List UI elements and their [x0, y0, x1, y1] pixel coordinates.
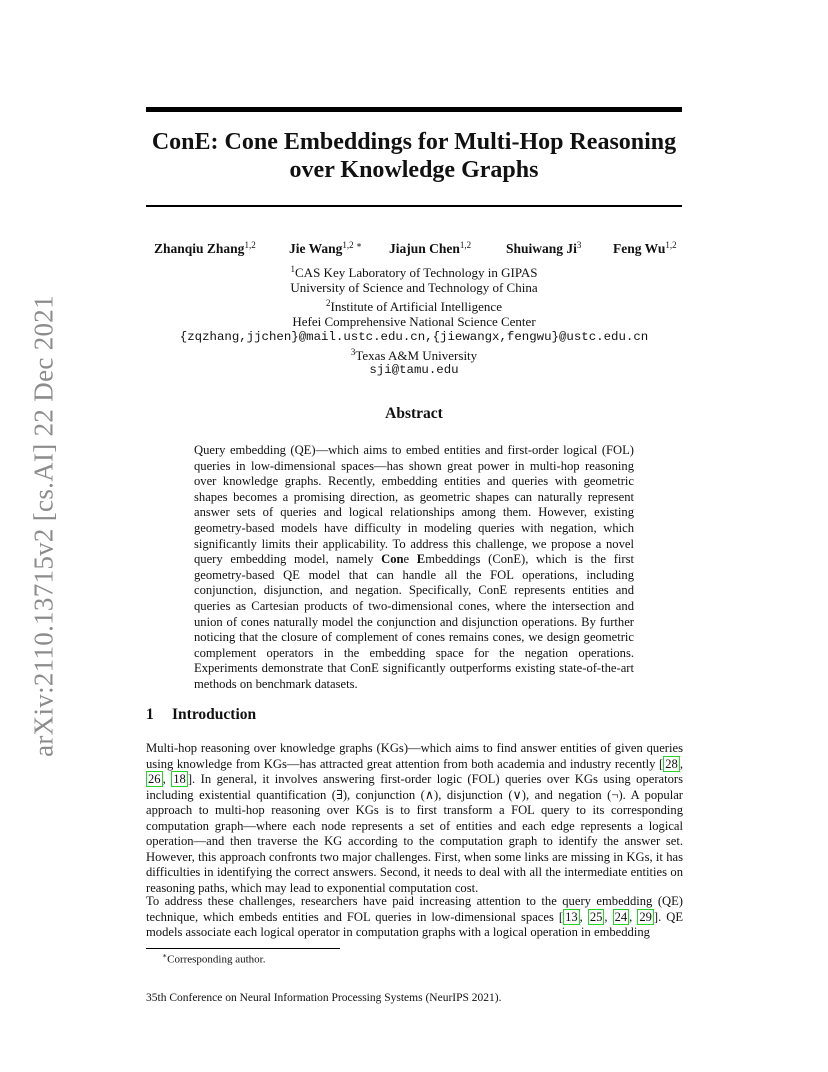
citation-link[interactable]: 18	[173, 772, 186, 786]
citation-separator: ,	[679, 756, 683, 771]
author-affiliation-marks: 1,2	[244, 240, 256, 250]
paragraph-text: ]. QE models associate each logical operator in computation graphs with a logical operation in embedding	[146, 909, 684, 939]
affiliation-2-line-2: Hefei Comprehensive National Science Center	[292, 314, 536, 330]
abstract-text: mbeddings (ConE), which is the first geometry-based QE model that can handle all the FOL operations, including conjunction, disjunction, and negation. Specifically, ConE represents entities and queries as Cartesian products of two-dimensional cones, where the intersection and union of cones naturally model the conjunction and disjunction operations. By further noticing that the closure of complement of cones remains cones, we design geometric complement operators in the embedding space for the negation operations. Experiments demonstrate that ConE significantly outperforms existing state-of-the-art methods on benchmark datasets.	[194, 552, 634, 691]
footnote	[162, 951, 266, 966]
citation-separator: ,	[162, 772, 172, 786]
title-line-2: over Knowledge Graphs	[289, 157, 539, 183]
affiliation-mark: 1	[290, 264, 296, 274]
footnote-text: Corresponding author.	[167, 953, 266, 966]
citation-link[interactable]: 26	[148, 772, 161, 786]
footnote-rule	[146, 948, 340, 949]
citation-link[interactable]: 25	[589, 909, 603, 924]
author-affiliation-marks: 1,2	[665, 240, 677, 250]
paragraph-text: Multi-hop reasoning over knowledge graphs (KGs)—which aims to find answer entities of given queries using knowledge from KGs—has attracted great attention from both academia and industry recently [	[146, 741, 683, 771]
citation-link[interactable]: 28	[665, 756, 678, 771]
email-tamu: sji@tamu.edu	[369, 363, 459, 378]
author-jiajun-chen	[389, 240, 471, 257]
citation-link[interactable]: 29	[639, 909, 652, 924]
email-ustc: {zqzhang,jjchen}@mail.ustc.edu.cn,{jiewangx,fengwu}@ustc.edu.cn	[179, 329, 649, 344]
arxiv-identifier: arXiv:2110.13715v2 [cs.AI] 22 Dec 2021	[28, 295, 59, 757]
author-name: Shuiwang Ji	[506, 241, 577, 256]
affiliation-1-line-1	[146, 262, 682, 280]
affiliations	[146, 262, 682, 379]
affiliation-mark: 2	[326, 297, 331, 308]
abstract-body	[194, 443, 634, 693]
abstract-heading: Abstract	[385, 405, 443, 422]
affiliation-1-line-2: University of Science and Technology of China	[290, 280, 538, 296]
affiliation-text: Institute of Artificial Intelligence	[330, 298, 502, 314]
intro-paragraph-2	[146, 894, 683, 941]
author-affiliation-marks: 1,2	[459, 240, 472, 250]
author-affiliation-marks: 3	[576, 240, 582, 250]
section-heading-introduction	[146, 706, 256, 724]
author-name: Feng Wu	[613, 241, 666, 256]
author-name: Jiajun Chen	[389, 241, 460, 256]
title-top-rule	[146, 107, 682, 112]
footnote-mark: ∗	[162, 951, 168, 960]
author-affiliation-marks: 1,2 ∗	[342, 240, 363, 250]
citation-link[interactable]: 24	[614, 909, 628, 924]
citation-separator: ,	[604, 909, 613, 924]
citation-separator: ,	[579, 909, 588, 924]
abstract-emphasis: E	[416, 552, 426, 567]
affiliation-2-line-1	[146, 296, 682, 314]
author-jie-wang	[289, 240, 362, 257]
affiliation-mark: 3	[350, 347, 356, 358]
paper-title	[146, 128, 682, 184]
paragraph-text: ]. In general, it involves answering first-order logic (FOL) queries over KGs using operators including existential quantification (∃), conjunction (∧), disjunction (∨), and negation (¬). A popular approach to multi-hop reasoning over KGs is to first transform a FOL query to its corresponding computation graph—where each node represents a set of entities and each edge represents a logical operation—and then traverse the KG according to the computation graph to identify the answer set. However, this approach confronts two major challenges. First, when some links are missing in KGs, it has difficulties in identifying the correct answers. Second, it needs to deal with all the intermediate entities on reasoning paths, which may lead to exponential computation cost.	[146, 772, 684, 895]
section-title: Introduction	[172, 706, 257, 723]
conference-note: 35th Conference on Neural Information Processing Systems (NeurIPS 2021).	[146, 992, 502, 1004]
abstract-emphasis: Con	[381, 552, 404, 567]
affiliation-3-line-1	[146, 345, 682, 363]
citation-separator: ,	[629, 909, 638, 924]
section-number: 1	[146, 706, 154, 723]
intro-paragraph-1	[146, 741, 683, 896]
citation-link[interactable]: 13	[565, 909, 578, 924]
author-shuiwang-ji	[506, 240, 581, 257]
title-bottom-rule	[146, 205, 682, 207]
author-name: Jie Wang	[289, 241, 343, 256]
abstract-text: Query embedding (QE)—which aims to embed entities and first-order logical (FOL) queries in low-dimensional spaces—has shown great power in multi-hop reasoning over knowledge graphs. Recently, embedding entities and queries with geometric shapes becomes a promising direction, as geometric shapes can naturally represent answer sets of queries and logical relationships among them. However, existing geometry-based models have difficulty in modeling queries with negation, which significantly limits their applicability. To address this challenge, we propose a novel query embedding model, namely	[194, 443, 634, 567]
affiliation-text: CAS Key Laboratory of Technology in GIPAS	[295, 265, 538, 280]
abstract-text: e	[403, 552, 417, 567]
affiliation-text: Texas A&M University	[355, 348, 478, 364]
author-zhanqiu-zhang	[154, 240, 256, 257]
title-line-1: ConE: Cone Embeddings for Multi-Hop Reasoning	[151, 129, 677, 155]
author-name: Zhanqiu Zhang	[154, 241, 245, 256]
author-feng-wu	[613, 240, 677, 257]
paragraph-text: To address these challenges, researchers have paid increasing attention to the query embedding (QE) technique, which embeds entities and FOL queries in low-dimensional spaces [	[146, 894, 683, 924]
author-list	[146, 240, 682, 260]
